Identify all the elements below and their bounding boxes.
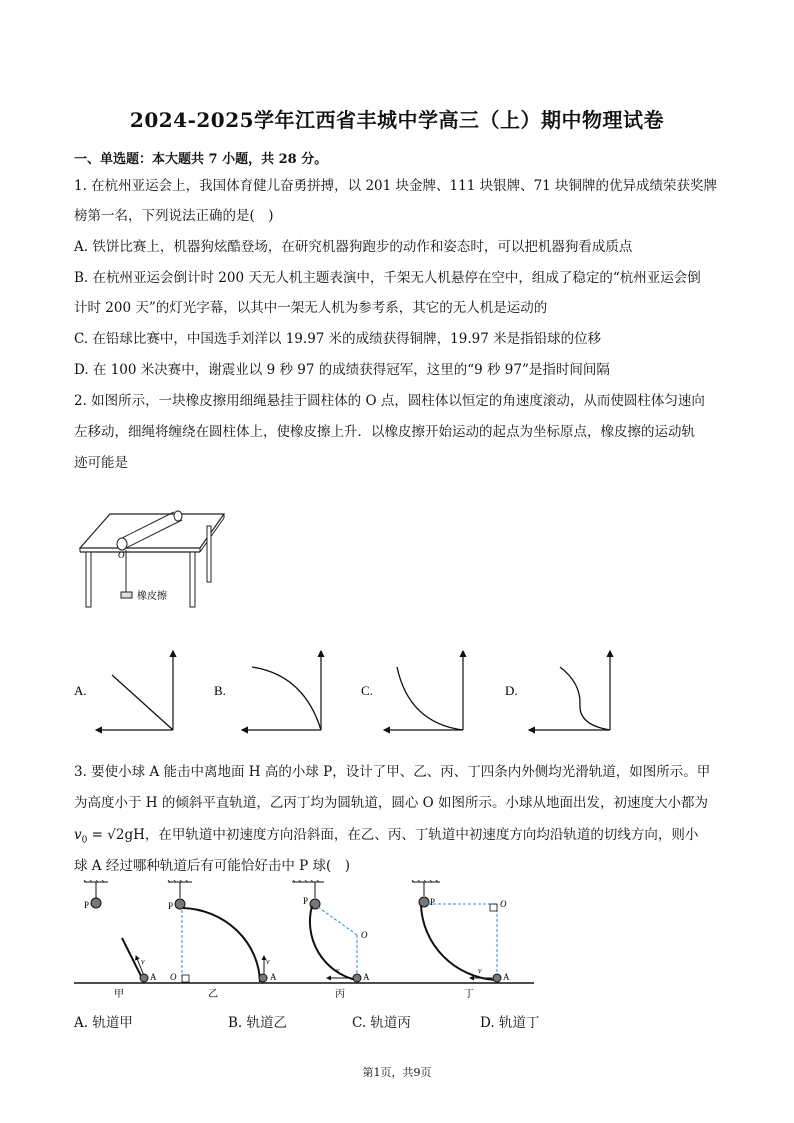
q3-label-yi: 乙: [208, 989, 218, 1000]
q1-stem-line1: 1. 在杭州亚运会上，我国体育健儿奋勇拼搏，以 201 块金牌、111 块银牌、71 块铜牌的优异成绩荣获奖牌: [74, 178, 718, 194]
q3-bing-label-p: P: [303, 896, 309, 906]
q3-label-bing: 丙: [335, 989, 345, 1000]
q3-yi-label-v0: v: [266, 957, 270, 966]
q1-option-a: A. 铁饼比赛上，机器狗炫酷登场，在研究机器狗跑步的动作和姿态时，可以把机器狗看成质点: [74, 239, 633, 255]
q3-bing-label-v0: v: [336, 966, 340, 975]
q3-v0-symbol: v: [74, 827, 82, 843]
q3-option-a: A. 轨道甲: [74, 1015, 133, 1031]
page-footer: 第1页，共9页: [362, 1066, 432, 1079]
q3-option-b: B. 轨道乙: [228, 1015, 288, 1031]
q3-option-d: D. 轨道丁: [480, 1015, 540, 1031]
q3-v0-eq: = √2gH: [87, 827, 145, 843]
q3-ding-label-a: A: [503, 972, 510, 982]
q2-option-graphs: [74, 645, 634, 740]
q3-v0-sub: 0: [81, 835, 88, 846]
q2-stem-line2: 左移动，细绳将缠绕在圆柱体上，使橡皮擦上升．以橡皮擦开始运动的起点为坐标原点，橡皮擦的运动轨: [74, 424, 695, 440]
q3-track-figure: [74, 880, 544, 1005]
q2-stem-line1: 2. 如图所示，一块橡皮擦用细绳悬挂于圆柱体的 O 点，圆柱体以恒定的角速度滚动，从而使圆柱体匀速向: [74, 393, 705, 409]
q1-option-b-line1: B. 在杭州亚运会倒计时 200 天无人机主题表演中，千架无人机悬停在空中，组成了稳定的“杭州亚运会倒: [74, 270, 701, 286]
q2-option-a-label: A.: [74, 683, 87, 698]
q3-stem-line4: 球 A 经过哪种轨道后有可能恰好击中 P 球( ): [74, 858, 351, 874]
q2-option-d-label: D.: [505, 683, 518, 698]
q3-jia-label-a: A: [150, 972, 157, 982]
q3-ding-label-p: P: [430, 897, 436, 907]
q3-ding-label-o: O: [500, 899, 507, 909]
q3-yi-label-p: P: [168, 901, 174, 911]
q3-bing-label-a: A: [363, 972, 370, 982]
q3-yi-label-o: O: [170, 972, 177, 982]
q1-option-b-line2: 计时 200 天”的灯光字幕，以其中一架无人机为参考系，其它的无人机是运动的: [74, 300, 548, 316]
q3-label-jia: 甲: [114, 989, 124, 1000]
q1-option-c: C. 在铅球比赛中，中国选手刘洋以 19.97 米的成绩获得铜牌，19.97 米是指铅球的位移: [74, 331, 602, 347]
q3-stem-line1: 3. 要使小球 A 能击中离地面 H 高的小球 P，设计了甲、乙、丙、丁四条内外侧均光滑轨道，如图所示。甲: [74, 764, 711, 780]
q1-stem-line2: 榜第一名，下列说法正确的是( ): [74, 208, 274, 224]
section-heading: 一、单选题：本大题共 7 小题，共 28 分。: [74, 152, 328, 167]
q2-label-o: O: [118, 550, 125, 560]
q3-stem-line2: 为高度小于 H 的倾斜平直轨道，乙丙丁均为圆轨道，圆心 O 如图所示。小球从地面出发，初速度大小都为: [74, 795, 709, 811]
q2-stem-line3: 迹可能是: [74, 455, 128, 471]
q3-option-c: C. 轨道丙: [352, 1015, 411, 1031]
q3-stem-line3-rest: ，在甲轨道中初速度方向沿斜面，在乙、丙、丁轨道中初速度方向均沿轨道的切线方向，则小: [144, 827, 699, 843]
q3-bing-label-o: O: [361, 930, 368, 940]
q2-table-figure: [74, 500, 234, 612]
q2-label-eraser: 橡皮擦: [137, 591, 167, 602]
page-title: 2024-2025学年江西省丰城中学高三（上）期中物理试卷: [129, 108, 665, 132]
q1-option-d: D. 在 100 米决赛中，谢震业以 9 秒 97 的成绩获得冠军，这里的“9 秒 97”是指时间间隔: [74, 362, 610, 378]
q2-option-b-label: B.: [214, 683, 226, 698]
q3-jia-label-v0: v: [141, 957, 145, 966]
q3-yi-label-a: A: [270, 972, 277, 982]
q3-stem-line3: [74, 825, 724, 851]
q3-ding-label-v0: v: [478, 966, 482, 975]
q2-option-c-label: C.: [361, 683, 373, 698]
q3-jia-label-p: P: [84, 900, 90, 910]
q3-label-ding: 丁: [464, 989, 474, 1000]
